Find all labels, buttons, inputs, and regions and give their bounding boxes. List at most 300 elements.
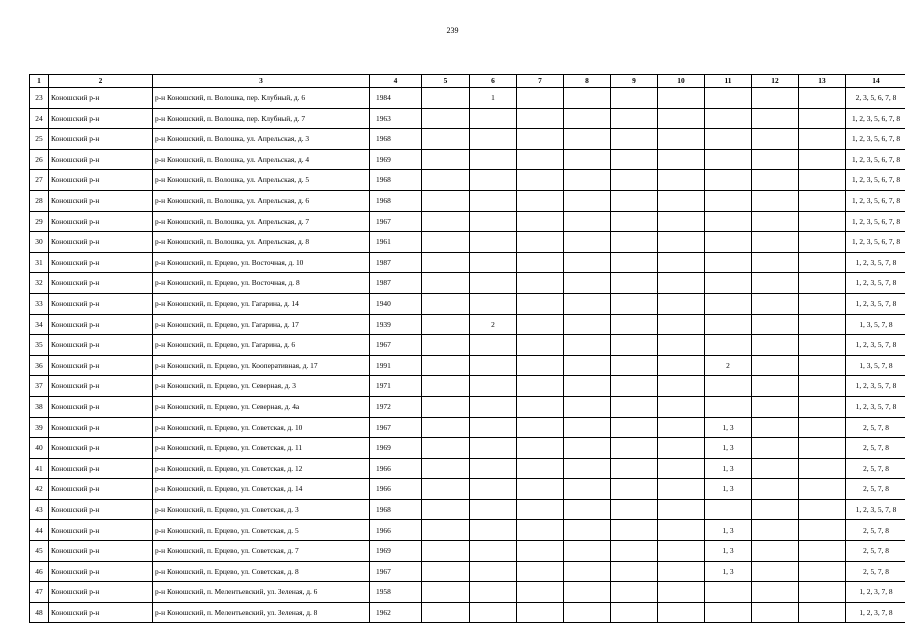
cell-col-8 — [564, 335, 611, 356]
cell-col-8 — [564, 149, 611, 170]
cell-col-13 — [799, 314, 846, 335]
cell-col-9 — [611, 335, 658, 356]
cell-col-11: 1, 3 — [705, 438, 752, 459]
cell-address: р-н Коношский, п. Волошка, ул. Апрельская, д. 8 — [153, 232, 370, 253]
cell-col-10 — [658, 211, 705, 232]
cell-col-8 — [564, 355, 611, 376]
cell-col-12 — [752, 170, 799, 191]
cell-col-9 — [611, 314, 658, 335]
cell-col-8 — [564, 541, 611, 562]
table-row — [30, 438, 905, 459]
cell-col-13 — [799, 582, 846, 603]
cell-row-number: 28 — [30, 190, 49, 211]
cell-district: Коношский р-н — [49, 438, 153, 459]
cell-col-13 — [799, 355, 846, 376]
column-header-11: 11 — [705, 75, 752, 88]
cell-col-12 — [752, 520, 799, 541]
cell-col-11 — [705, 602, 752, 623]
cell-col-5 — [422, 335, 470, 356]
cell-col-14: 1, 2, 3, 5, 7, 8 — [846, 293, 905, 314]
cell-col-10 — [658, 108, 705, 129]
cell-col-7 — [517, 499, 564, 520]
cell-col-5 — [422, 602, 470, 623]
cell-col-8 — [564, 232, 611, 253]
cell-col-10 — [658, 314, 705, 335]
cell-col-14: 2, 5, 7, 8 — [846, 479, 905, 500]
cell-col-6 — [470, 602, 517, 623]
cell-year-built: 1971 — [370, 376, 422, 397]
cell-col-7 — [517, 582, 564, 603]
cell-col-13 — [799, 396, 846, 417]
cell-address: р-н Коношский, п. Ерцево, ул. Советская, д. 11 — [153, 438, 370, 459]
cell-year-built: 1991 — [370, 355, 422, 376]
cell-col-13 — [799, 438, 846, 459]
cell-col-6 — [470, 252, 517, 273]
cell-year-built: 1967 — [370, 335, 422, 356]
cell-col-8 — [564, 520, 611, 541]
cell-col-8 — [564, 458, 611, 479]
cell-year-built: 1969 — [370, 438, 422, 459]
cell-col-8 — [564, 479, 611, 500]
cell-col-12 — [752, 190, 799, 211]
cell-district: Коношский р-н — [49, 520, 153, 541]
table-row — [30, 355, 905, 376]
cell-col-9 — [611, 293, 658, 314]
cell-col-14: 1, 2, 3, 5, 6, 7, 8 — [846, 108, 905, 129]
cell-col-14: 1, 2, 3, 5, 7, 8 — [846, 499, 905, 520]
cell-col-12 — [752, 479, 799, 500]
cell-col-12 — [752, 458, 799, 479]
cell-col-12 — [752, 396, 799, 417]
cell-col-14: 2, 5, 7, 8 — [846, 438, 905, 459]
cell-col-6 — [470, 376, 517, 397]
cell-col-7 — [517, 561, 564, 582]
cell-year-built: 1966 — [370, 520, 422, 541]
column-header-12: 12 — [752, 75, 799, 88]
table-row — [30, 232, 905, 253]
cell-row-number: 44 — [30, 520, 49, 541]
cell-col-5 — [422, 170, 470, 191]
cell-col-8 — [564, 88, 611, 109]
cell-col-6 — [470, 458, 517, 479]
cell-col-12 — [752, 335, 799, 356]
cell-year-built: 1987 — [370, 252, 422, 273]
table-row — [30, 499, 905, 520]
cell-row-number: 47 — [30, 582, 49, 603]
cell-year-built: 1967 — [370, 417, 422, 438]
cell-address: р-н Коношский, п. Ерцево, ул. Советская, д. 10 — [153, 417, 370, 438]
cell-col-10 — [658, 479, 705, 500]
table-row — [30, 252, 905, 273]
cell-col-7 — [517, 541, 564, 562]
cell-col-9 — [611, 232, 658, 253]
cell-col-8 — [564, 314, 611, 335]
cell-col-14: 2, 5, 7, 8 — [846, 458, 905, 479]
cell-district: Коношский р-н — [49, 396, 153, 417]
cell-col-14: 2, 5, 7, 8 — [846, 561, 905, 582]
table-row — [30, 88, 905, 109]
cell-col-9 — [611, 520, 658, 541]
cell-col-5 — [422, 541, 470, 562]
cell-col-13 — [799, 602, 846, 623]
cell-col-8 — [564, 190, 611, 211]
cell-col-8 — [564, 211, 611, 232]
cell-district: Коношский р-н — [49, 602, 153, 623]
cell-year-built: 1939 — [370, 314, 422, 335]
table-row — [30, 561, 905, 582]
cell-year-built: 1966 — [370, 479, 422, 500]
cell-col-6 — [470, 355, 517, 376]
cell-col-10 — [658, 335, 705, 356]
cell-year-built: 1969 — [370, 541, 422, 562]
cell-year-built: 1968 — [370, 129, 422, 150]
cell-row-number: 25 — [30, 129, 49, 150]
cell-col-11: 1, 3 — [705, 417, 752, 438]
cell-col-11: 1, 3 — [705, 479, 752, 500]
cell-col-12 — [752, 293, 799, 314]
cell-col-12 — [752, 232, 799, 253]
cell-col-12 — [752, 252, 799, 273]
cell-address: р-н Коношский, п. Волошка, ул. Апрельская, д. 3 — [153, 129, 370, 150]
cell-col-9 — [611, 396, 658, 417]
cell-col-6 — [470, 396, 517, 417]
cell-address: р-н Коношский, п. Волошка, ул. Апрельская, д. 7 — [153, 211, 370, 232]
cell-district: Коношский р-н — [49, 376, 153, 397]
cell-col-14: 1, 2, 3, 5, 7, 8 — [846, 335, 905, 356]
cell-col-14: 2, 5, 7, 8 — [846, 417, 905, 438]
cell-district: Коношский р-н — [49, 273, 153, 294]
cell-col-11: 2 — [705, 355, 752, 376]
table-row — [30, 108, 905, 129]
cell-col-6 — [470, 211, 517, 232]
cell-address: р-н Коношский, п. Мелентьевский, ул. Зеленая, д. 6 — [153, 582, 370, 603]
cell-district: Коношский р-н — [49, 293, 153, 314]
cell-row-number: 43 — [30, 499, 49, 520]
cell-col-13 — [799, 499, 846, 520]
cell-row-number: 48 — [30, 602, 49, 623]
cell-col-5 — [422, 211, 470, 232]
cell-district: Коношский р-н — [49, 417, 153, 438]
cell-col-5 — [422, 458, 470, 479]
cell-col-13 — [799, 376, 846, 397]
cell-col-6 — [470, 561, 517, 582]
cell-col-13 — [799, 190, 846, 211]
cell-col-9 — [611, 458, 658, 479]
cell-col-5 — [422, 252, 470, 273]
cell-col-12 — [752, 88, 799, 109]
cell-address: р-н Коношский, п. Ерцево, ул. Гагарина, д. 6 — [153, 335, 370, 356]
column-header-6: 6 — [470, 75, 517, 88]
cell-col-5 — [422, 190, 470, 211]
cell-col-10 — [658, 129, 705, 150]
table-row — [30, 458, 905, 479]
cell-col-14: 1, 2, 3, 5, 6, 7, 8 — [846, 190, 905, 211]
cell-col-13 — [799, 561, 846, 582]
cell-address: р-н Коношский, п. Ерцево, ул. Советская, д. 12 — [153, 458, 370, 479]
page-number: 239 — [446, 26, 459, 35]
cell-year-built: 1940 — [370, 293, 422, 314]
cell-col-14: 1, 2, 3, 5, 7, 8 — [846, 252, 905, 273]
cell-col-10 — [658, 396, 705, 417]
cell-col-13 — [799, 232, 846, 253]
cell-col-9 — [611, 170, 658, 191]
cell-col-7 — [517, 293, 564, 314]
cell-col-14: 1, 2, 3, 5, 6, 7, 8 — [846, 129, 905, 150]
cell-col-11 — [705, 252, 752, 273]
column-header-5: 5 — [422, 75, 470, 88]
cell-col-5 — [422, 129, 470, 150]
cell-col-6 — [470, 190, 517, 211]
cell-col-12 — [752, 314, 799, 335]
cell-col-12 — [752, 417, 799, 438]
table-row — [30, 190, 905, 211]
cell-col-7 — [517, 479, 564, 500]
cell-col-9 — [611, 129, 658, 150]
cell-col-6 — [470, 335, 517, 356]
cell-col-6 — [470, 520, 517, 541]
cell-col-11 — [705, 396, 752, 417]
cell-col-10 — [658, 499, 705, 520]
cell-row-number: 27 — [30, 170, 49, 191]
cell-col-12 — [752, 355, 799, 376]
cell-col-6 — [470, 417, 517, 438]
cell-col-5 — [422, 396, 470, 417]
column-header-9: 9 — [611, 75, 658, 88]
table-row — [30, 170, 905, 191]
cell-col-7 — [517, 232, 564, 253]
cell-col-6 — [470, 108, 517, 129]
cell-district: Коношский р-н — [49, 129, 153, 150]
cell-address: р-н Коношский, п. Ерцево, ул. Гагарина, д. 14 — [153, 293, 370, 314]
cell-year-built: 1962 — [370, 602, 422, 623]
cell-col-8 — [564, 293, 611, 314]
cell-row-number: 45 — [30, 541, 49, 562]
cell-year-built: 1966 — [370, 458, 422, 479]
cell-col-13 — [799, 149, 846, 170]
cell-col-5 — [422, 561, 470, 582]
cell-col-10 — [658, 149, 705, 170]
cell-col-14: 1, 3, 5, 7, 8 — [846, 355, 905, 376]
cell-col-9 — [611, 479, 658, 500]
cell-col-5 — [422, 149, 470, 170]
cell-col-11: 1, 3 — [705, 541, 752, 562]
cell-col-5 — [422, 479, 470, 500]
cell-col-10 — [658, 252, 705, 273]
cell-col-7 — [517, 149, 564, 170]
cell-district: Коношский р-н — [49, 88, 153, 109]
cell-col-11 — [705, 582, 752, 603]
cell-col-13 — [799, 252, 846, 273]
cell-address: р-н Коношский, п. Волошка, пер. Клубный, д. 6 — [153, 88, 370, 109]
cell-year-built: 1967 — [370, 561, 422, 582]
cell-col-7 — [517, 108, 564, 129]
cell-col-10 — [658, 273, 705, 294]
column-header-4: 4 — [370, 75, 422, 88]
cell-col-5 — [422, 314, 470, 335]
cell-col-11 — [705, 273, 752, 294]
cell-row-number: 33 — [30, 293, 49, 314]
cell-district: Коношский р-н — [49, 541, 153, 562]
cell-col-9 — [611, 376, 658, 397]
cell-col-11: 1, 3 — [705, 520, 752, 541]
table-row — [30, 273, 905, 294]
table-row — [30, 541, 905, 562]
cell-district: Коношский р-н — [49, 232, 153, 253]
cell-col-14: 2, 3, 5, 6, 7, 8 — [846, 88, 905, 109]
cell-year-built: 1968 — [370, 190, 422, 211]
cell-col-9 — [611, 88, 658, 109]
cell-col-7 — [517, 355, 564, 376]
table-row — [30, 211, 905, 232]
cell-col-5 — [422, 355, 470, 376]
cell-col-9 — [611, 417, 658, 438]
cell-col-9 — [611, 190, 658, 211]
cell-col-11 — [705, 335, 752, 356]
cell-col-5 — [422, 108, 470, 129]
cell-col-13 — [799, 129, 846, 150]
cell-col-12 — [752, 376, 799, 397]
cell-col-14: 1, 2, 3, 5, 6, 7, 8 — [846, 211, 905, 232]
cell-col-8 — [564, 499, 611, 520]
cell-col-11 — [705, 170, 752, 191]
cell-col-14: 1, 2, 3, 5, 6, 7, 8 — [846, 170, 905, 191]
cell-row-number: 40 — [30, 438, 49, 459]
cell-year-built: 1958 — [370, 582, 422, 603]
cell-col-7 — [517, 417, 564, 438]
cell-col-8 — [564, 396, 611, 417]
cell-col-6 — [470, 232, 517, 253]
cell-address: р-н Коношский, п. Волошка, ул. Апрельская, д. 6 — [153, 190, 370, 211]
cell-col-13 — [799, 458, 846, 479]
cell-district: Коношский р-н — [49, 355, 153, 376]
cell-col-14: 2, 5, 7, 8 — [846, 541, 905, 562]
cell-col-13 — [799, 88, 846, 109]
cell-col-9 — [611, 355, 658, 376]
cell-col-14: 1, 2, 3, 5, 7, 8 — [846, 273, 905, 294]
cell-district: Коношский р-н — [49, 170, 153, 191]
cell-address: р-н Коношский, п. Ерцево, ул. Советская, д. 3 — [153, 499, 370, 520]
cell-col-8 — [564, 170, 611, 191]
cell-col-8 — [564, 376, 611, 397]
cell-col-10 — [658, 417, 705, 438]
cell-col-13 — [799, 541, 846, 562]
cell-col-12 — [752, 108, 799, 129]
cell-col-14: 1, 2, 3, 7, 8 — [846, 602, 905, 623]
cell-col-6 — [470, 438, 517, 459]
cell-col-9 — [611, 582, 658, 603]
cell-col-13 — [799, 417, 846, 438]
cell-address: р-н Коношский, п. Волошка, пер. Клубный, д. 7 — [153, 108, 370, 129]
cell-row-number: 42 — [30, 479, 49, 500]
cell-col-12 — [752, 211, 799, 232]
cell-address: р-н Коношский, п. Ерцево, ул. Восточная, д. 8 — [153, 273, 370, 294]
cell-col-12 — [752, 561, 799, 582]
table-row — [30, 293, 905, 314]
cell-col-11 — [705, 376, 752, 397]
table-row — [30, 602, 905, 623]
cell-col-11 — [705, 211, 752, 232]
cell-col-13 — [799, 335, 846, 356]
table-row — [30, 396, 905, 417]
cell-col-6 — [470, 149, 517, 170]
cell-col-7 — [517, 273, 564, 294]
cell-col-10 — [658, 376, 705, 397]
cell-col-7 — [517, 170, 564, 191]
table-row — [30, 582, 905, 603]
cell-col-14: 1, 2, 3, 5, 6, 7, 8 — [846, 232, 905, 253]
cell-col-10 — [658, 232, 705, 253]
cell-col-7 — [517, 88, 564, 109]
cell-col-5 — [422, 88, 470, 109]
cell-row-number: 41 — [30, 458, 49, 479]
cell-district: Коношский р-н — [49, 335, 153, 356]
cell-col-9 — [611, 252, 658, 273]
column-header-2: 2 — [49, 75, 153, 88]
cell-col-10 — [658, 293, 705, 314]
cell-address: р-н Коношский, п. Ерцево, ул. Советская, д. 8 — [153, 561, 370, 582]
cell-col-7 — [517, 438, 564, 459]
cell-row-number: 36 — [30, 355, 49, 376]
cell-col-13 — [799, 108, 846, 129]
cell-col-6: 2 — [470, 314, 517, 335]
cell-col-8 — [564, 582, 611, 603]
column-header-10: 10 — [658, 75, 705, 88]
table-row — [30, 417, 905, 438]
cell-col-9 — [611, 602, 658, 623]
cell-col-11 — [705, 499, 752, 520]
cell-col-7 — [517, 520, 564, 541]
cell-col-10 — [658, 582, 705, 603]
cell-district: Коношский р-н — [49, 458, 153, 479]
cell-col-9 — [611, 273, 658, 294]
cell-address: р-н Коношский, п. Ерцево, ул. Восточная, д. 10 — [153, 252, 370, 273]
cell-col-14: 1, 2, 3, 5, 7, 8 — [846, 376, 905, 397]
cell-district: Коношский р-н — [49, 211, 153, 232]
cell-col-11 — [705, 232, 752, 253]
cell-year-built: 1984 — [370, 88, 422, 109]
column-header-14: 14 — [846, 75, 905, 88]
cell-district: Коношский р-н — [49, 499, 153, 520]
cell-col-8 — [564, 252, 611, 273]
cell-col-12 — [752, 438, 799, 459]
table-row — [30, 129, 905, 150]
column-header-7: 7 — [517, 75, 564, 88]
cell-row-number: 32 — [30, 273, 49, 294]
cell-district: Коношский р-н — [49, 582, 153, 603]
cell-col-5 — [422, 499, 470, 520]
cell-col-11: 1, 3 — [705, 458, 752, 479]
cell-col-5 — [422, 582, 470, 603]
cell-row-number: 26 — [30, 149, 49, 170]
column-header-1: 1 — [30, 75, 49, 88]
table-row — [30, 314, 905, 335]
table-row — [30, 335, 905, 356]
cell-col-6 — [470, 499, 517, 520]
cell-col-9 — [611, 108, 658, 129]
cell-col-6 — [470, 170, 517, 191]
cell-row-number: 35 — [30, 335, 49, 356]
cell-row-number: 29 — [30, 211, 49, 232]
cell-col-9 — [611, 561, 658, 582]
cell-col-11: 1, 3 — [705, 561, 752, 582]
cell-col-8 — [564, 273, 611, 294]
cell-year-built: 1961 — [370, 232, 422, 253]
cell-address: р-н Коношский, п. Ерцево, ул. Северная, д. 3 — [153, 376, 370, 397]
cell-year-built: 1968 — [370, 499, 422, 520]
cell-col-7 — [517, 335, 564, 356]
cell-year-built: 1969 — [370, 149, 422, 170]
cell-col-7 — [517, 314, 564, 335]
